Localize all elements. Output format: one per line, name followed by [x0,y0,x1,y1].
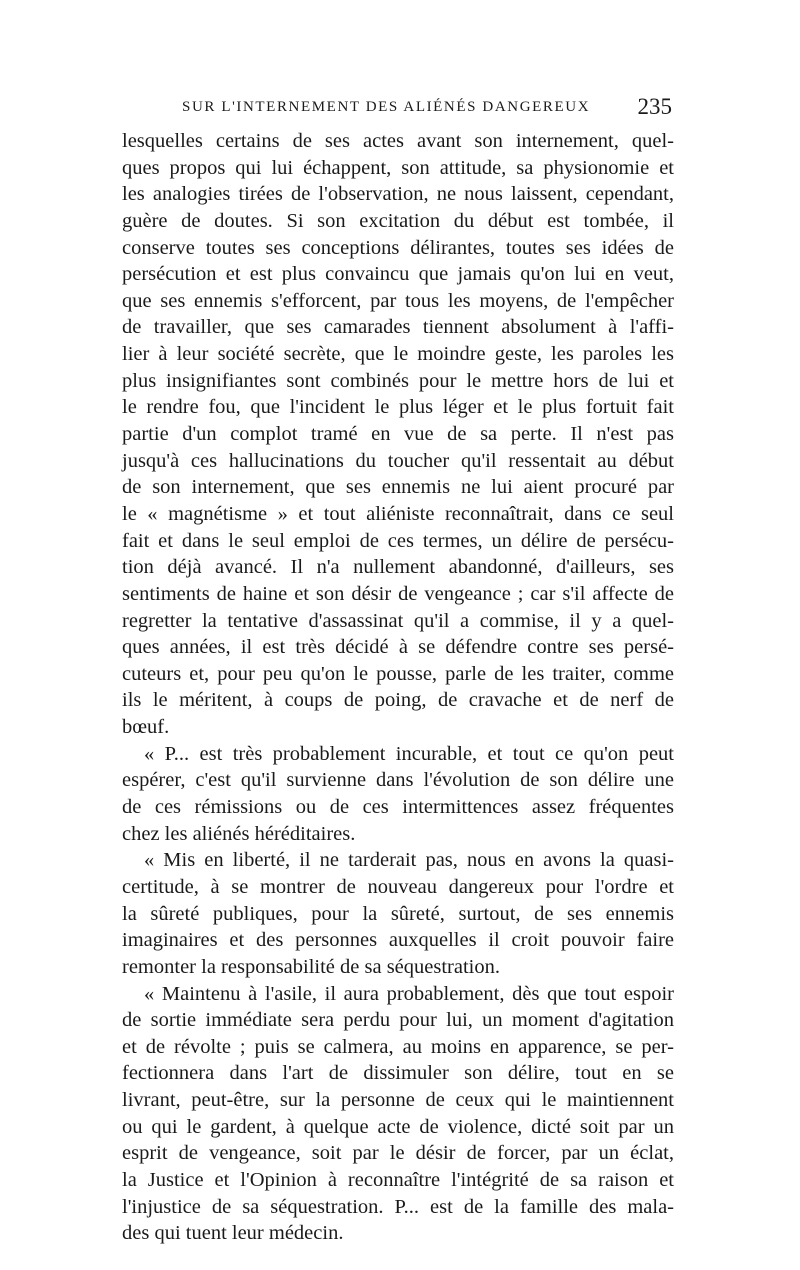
text-line: la sûreté publiques, pour la sûreté, surtout, de ses ennemis [122,902,674,925]
text-line: ou qui le gardent, à quelque acte de violence, dicté soit par un [122,1115,674,1138]
text-line: des qui tuent leur médecin. [122,1222,344,1245]
running-title: SUR L'INTERNEMENT DES ALIÉNÉS DANGEREUX [182,99,591,115]
text-line: regretter la tentative d'assassinat qu'il a commise, il y a quel- [122,609,674,632]
text-line: livrant, peut-être, sur la personne de ceux qui le maintiennent [122,1089,674,1112]
text-line: fait et dans le seul emploi de ces termes, un délire de persécu- [122,529,674,552]
text-line: « P... est très probablement incurable, et tout ce qu'on peut [144,742,674,765]
text-line: lesquelles certains de ses actes avant son internement, quel- [122,130,674,152]
text-line: de travailler, que ses camarades tiennent absolument à l'affi- [122,316,674,339]
text-line: ques années, il est très décidé à se défendre contre ses persé- [122,636,674,659]
page-number: 235 [637,94,672,119]
text-line: sentiments de haine et son désir de vengeance ; car s'il affecte de [122,582,674,605]
text-line: fectionnera dans l'art de dissimuler son délire, tout en se [122,1062,674,1085]
text-line: de ces rémissions ou de ces intermittences assez fréquentes [122,796,674,819]
text-line: la Justice et l'Opinion à reconnaître l'intégrité de sa raison et [122,1168,674,1191]
text-line: guère de doutes. Si son excitation du début est tombée, il [122,209,674,232]
text-line: remonter la responsabilité de sa séquestration. [122,955,500,978]
text-line: persécution et est plus convaincu que jamais qu'on lui en veut, [122,263,674,286]
text-line: partie d'un complot tramé en vue de sa perte. Il n'est pas [122,423,674,446]
text-line: le rendre fou, que l'incident le plus léger et le plus fortuit fait [122,396,674,419]
text-line: lier à leur société secrète, que le moindre geste, les paroles les [122,343,674,366]
text-line: l'injustice de sa séquestration. P... est de la famille des mala- [122,1195,674,1218]
text-line: ques propos qui lui échappent, son attitude, sa physionomie et [122,156,674,179]
body-text [122,128,674,1247]
text-line: « Mis en liberté, il ne tarderait pas, nous en avons la quasi- [144,849,674,872]
text-line: ils le méritent, à coups de poing, de cravache et de nerf de [122,689,674,712]
text-line: conserve toutes ses conceptions délirantes, toutes ses idées de [122,236,674,259]
text-line: esprit de vengeance, soit par le désir de forcer, par un éclat, [122,1142,674,1165]
text-line: de son internement, que ses ennemis ne lui aient procuré par [122,476,674,499]
text-line: espérer, c'est qu'il survienne dans l'évolution de son délire une [122,769,674,792]
text-line: jusqu'à ces hallucinations du toucher qu'il ressentait au début [122,449,674,472]
text-line: de sortie immédiate sera perdu pour lui, un moment d'agitation [122,1009,674,1032]
text-line: chez les aliénés héréditaires. [122,822,356,845]
text-line: le « magnétisme » et tout aliéniste reconnaîtrait, dans ce seul [122,502,674,525]
text-line: « Maintenu à l'asile, il aura probablement, dès que tout espoir [144,982,674,1005]
text-line: et de révolte ; puis se calmera, au moins en apparence, se per- [122,1035,674,1058]
text-line: les analogies tirées de l'observation, ne nous laissent, cependant, [122,183,674,206]
text-line: tion déjà avancé. Il n'a nullement abandonné, d'ailleurs, ses [122,556,674,579]
text-line: imaginaires et des personnes auxquelles il croit pouvoir faire [122,929,674,952]
text-line: que ses ennemis s'efforcent, par tous les moyens, de l'empêcher [122,289,674,312]
text-line: cuteurs et, pour peu qu'on le pousse, parle de les traiter, comme [122,662,674,685]
text-line: bœuf. [122,716,170,739]
running-head [122,92,672,122]
text-line: plus insignifiantes sont combinés pour le mettre hors de lui et [122,369,674,392]
text-line: certitude, à se montrer de nouveau dangereux pour l'ordre et [122,875,674,898]
